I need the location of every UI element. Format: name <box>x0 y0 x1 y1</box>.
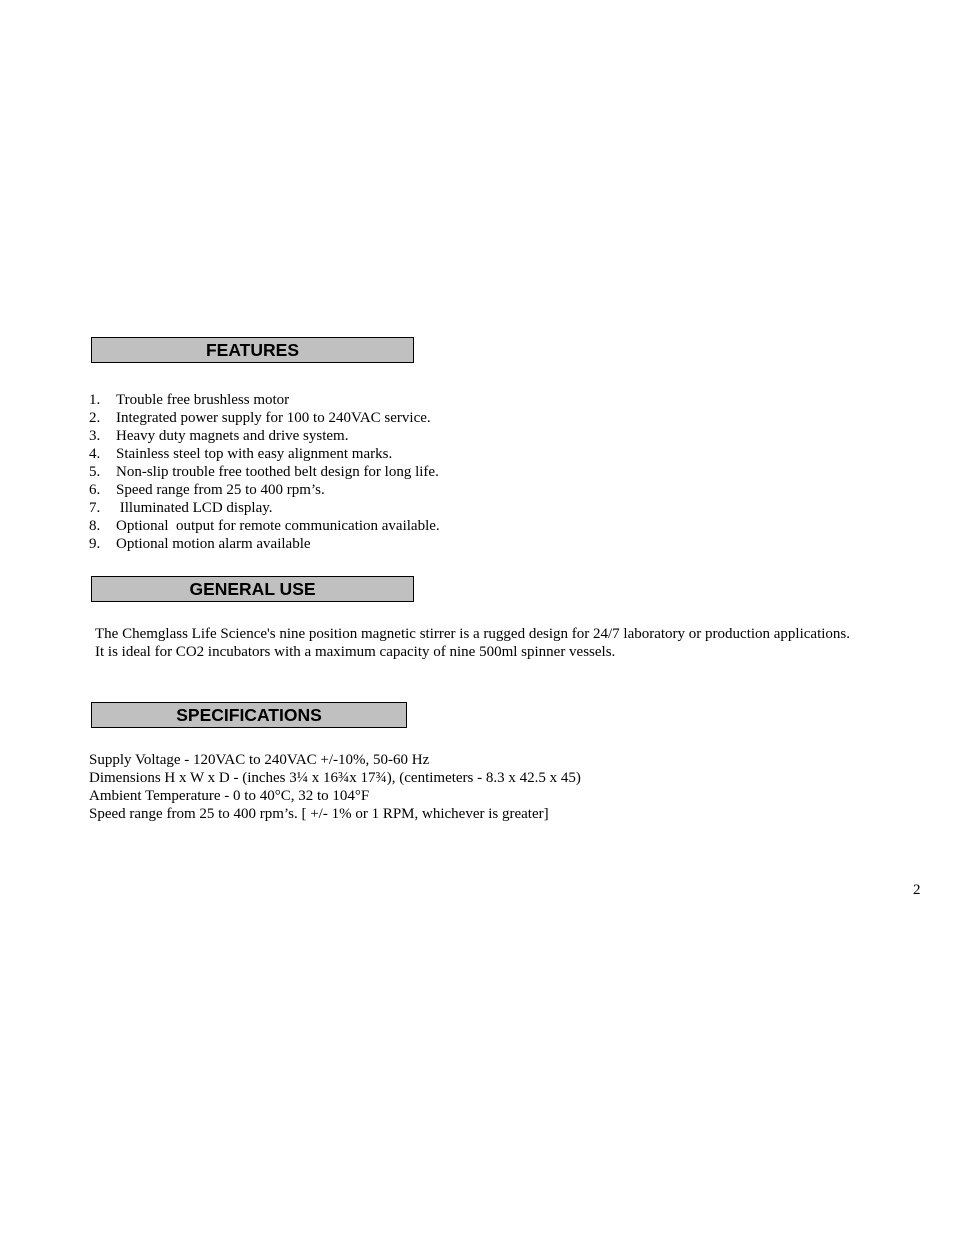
list-item-number: 5. <box>89 464 101 480</box>
list-item <box>89 517 440 535</box>
page-number: 2 <box>913 882 921 898</box>
list-item-text: Trouble free brushless motor <box>116 392 290 408</box>
list-item <box>89 409 440 427</box>
specifications-list <box>89 751 581 823</box>
list-item <box>89 463 440 481</box>
features-list <box>89 391 440 553</box>
spec-line-dimensions: Dimensions H x W x D - (inches 3¼ x 16¾x 17¾), (centimeters - 8.3 x 42.5 x 45) <box>89 770 581 786</box>
list-item-number: 9. <box>89 536 101 552</box>
list-item <box>89 427 440 445</box>
specifications-heading-text: SPECIFICATIONS <box>176 704 322 725</box>
spec-line-supply-voltage: Supply Voltage - 120VAC to 240VAC +/-10%, 50-60 Hz <box>89 752 430 768</box>
list-item-text: Stainless steel top with easy alignment marks. <box>116 446 393 462</box>
spec-line-speed-range: Speed range from 25 to 400 rpm’s. [ +/- 1% or 1 RPM, whichever is greater] <box>89 806 549 822</box>
list-item-text: Non-slip trouble free toothed belt design for long life. <box>116 464 439 480</box>
list-item-number: 4. <box>89 446 101 462</box>
general-use-heading <box>91 576 414 602</box>
list-item <box>89 499 440 517</box>
list-item-number: 2. <box>89 410 101 426</box>
list-item <box>89 445 440 463</box>
specifications-heading <box>91 702 407 728</box>
spec-line-ambient-temperature: Ambient Temperature - 0 to 40°C, 32 to 104°F <box>89 788 370 804</box>
list-item-number: 1. <box>89 392 101 408</box>
list-item-number: 8. <box>89 518 101 534</box>
features-heading <box>91 337 414 363</box>
list-item-number: 3. <box>89 428 101 444</box>
list-item-text: Optional output for remote communication available. <box>116 518 440 534</box>
general-use-heading-text: GENERAL USE <box>189 578 316 599</box>
list-item <box>89 391 440 409</box>
general-use-paragraph: The Chemglass Life Science's nine position magnetic stirrer is a rugged design for 24/7 laboratory or production applications. It is ideal for CO2 incubators with a maximum capacity of nine 500ml spinner vessels. <box>95 626 851 660</box>
list-item <box>89 535 440 553</box>
list-item-text: Integrated power supply for 100 to 240VAC service. <box>116 410 431 426</box>
list-item-number: 6. <box>89 482 101 498</box>
list-item <box>89 481 440 499</box>
list-item-text: Illuminated LCD display. <box>116 500 273 516</box>
list-item-text: Optional motion alarm available <box>116 536 311 552</box>
list-item-text: Speed range from 25 to 400 rpm’s. <box>116 482 325 498</box>
list-item-text: Heavy duty magnets and drive system. <box>116 428 349 444</box>
list-item-number: 7. <box>89 500 101 516</box>
features-heading-text: FEATURES <box>205 339 299 360</box>
